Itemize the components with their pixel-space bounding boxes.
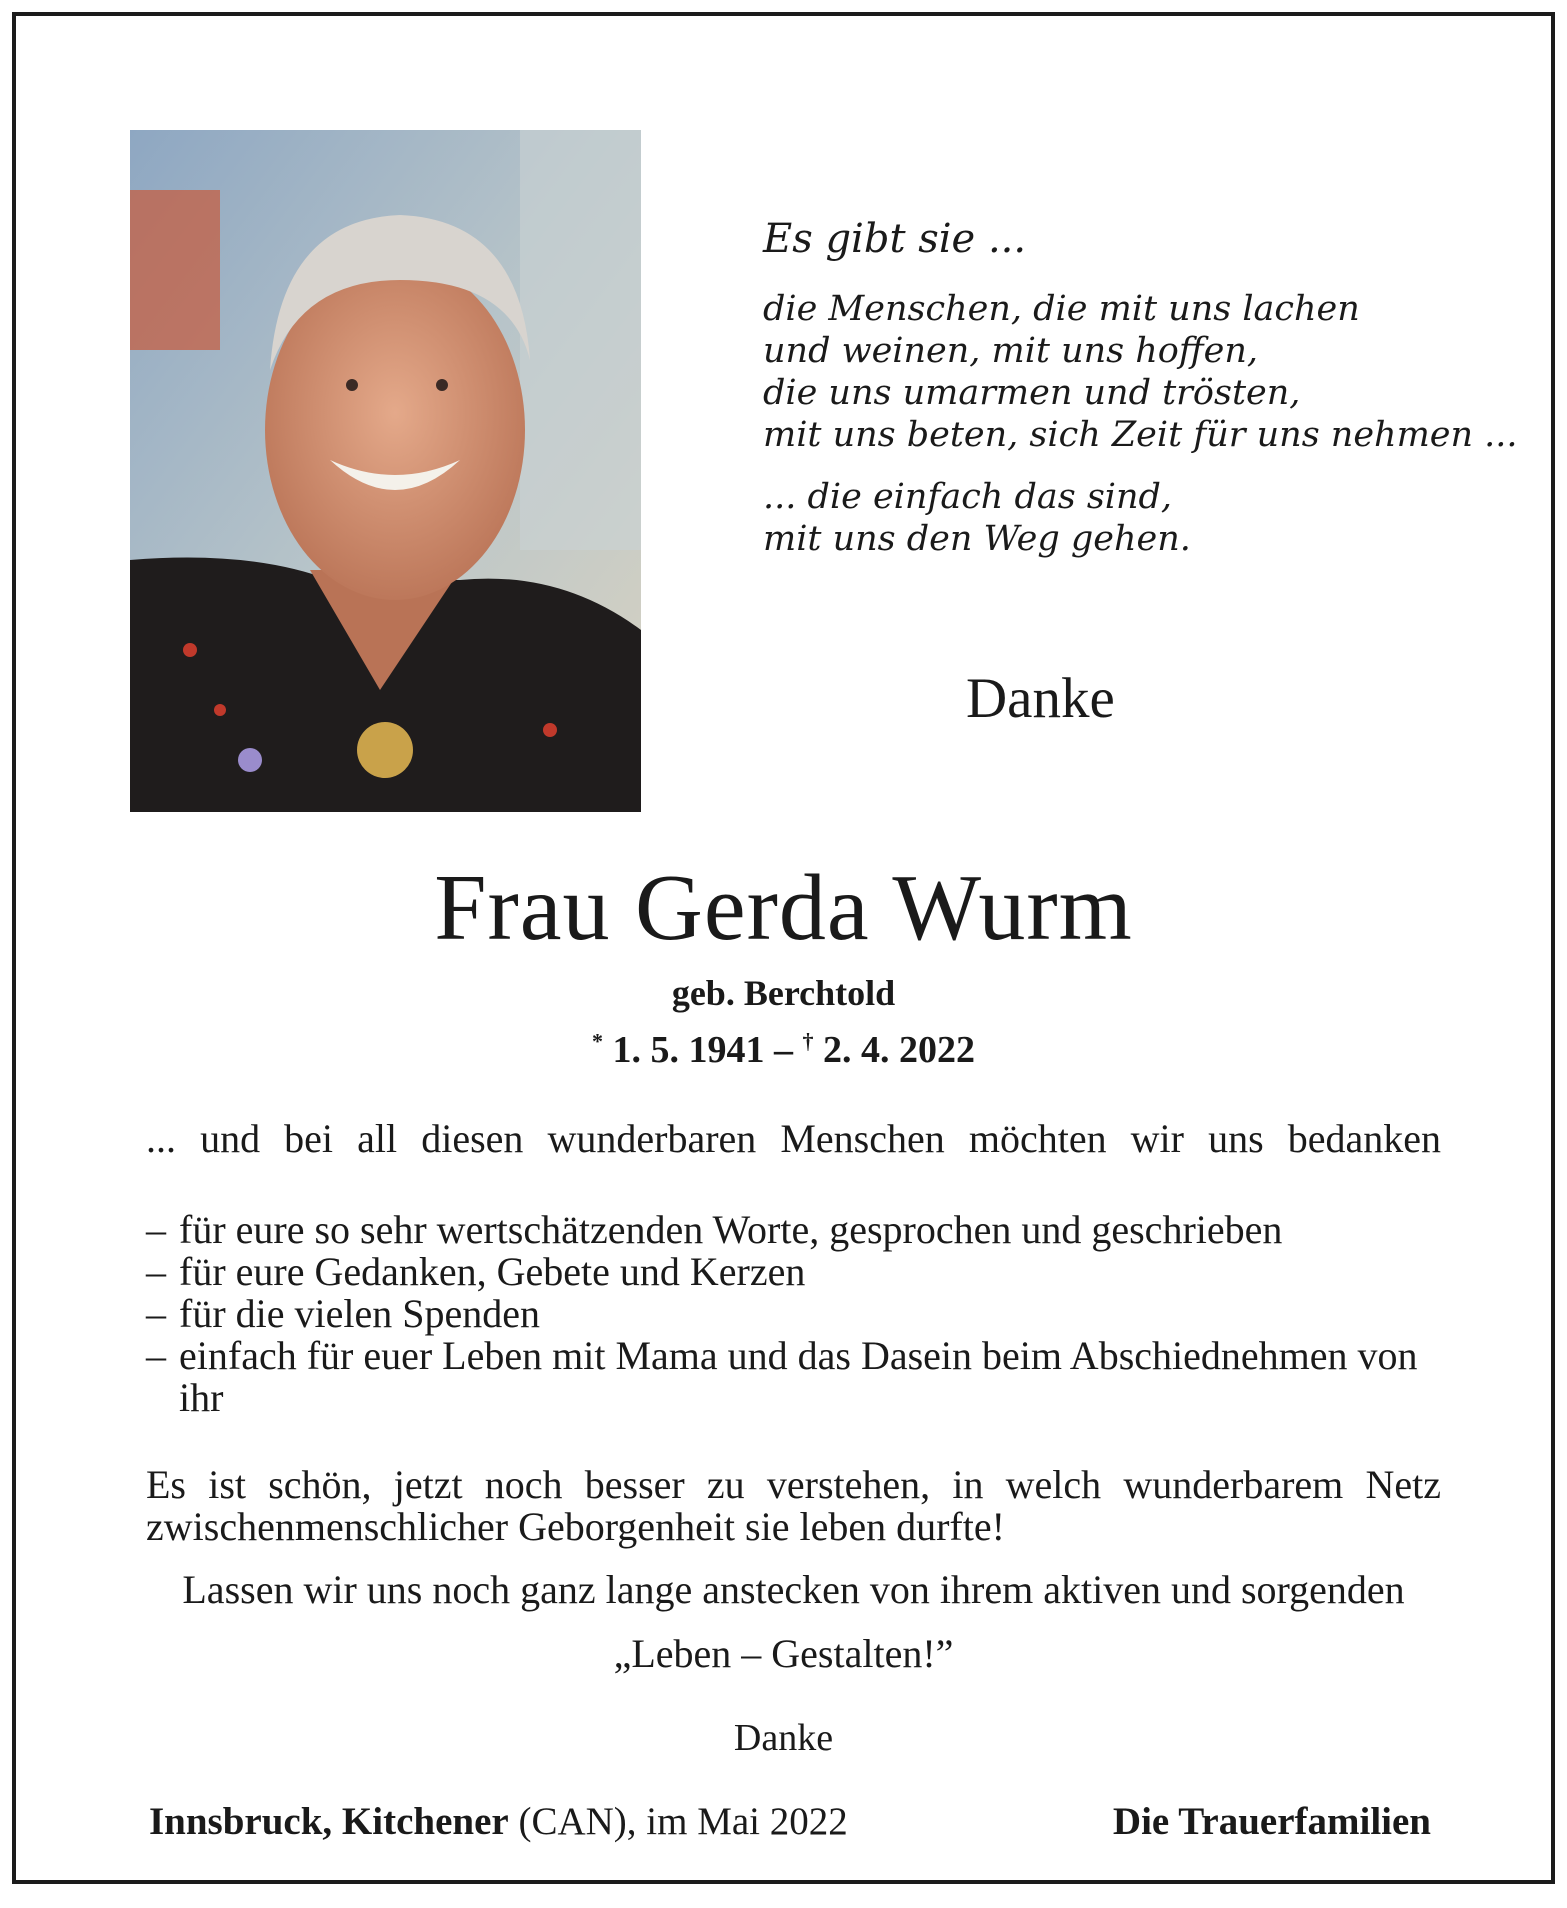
poem-line: und weinen, mit uns hoffen,: [763, 331, 1259, 371]
list-item-text: für die vielen Spenden: [179, 1291, 540, 1336]
footer-places: Innsbruck, Kitchener: [149, 1800, 509, 1843]
intro-text: ... und bei all diesen wunderbaren Menschen möchten wir uns bedanken: [146, 1116, 1441, 1161]
poem-line: die uns umarmen und trösten,: [763, 373, 1301, 413]
footer-date: (CAN), im Mai 2022: [518, 1800, 848, 1843]
poem-line: mit uns den Weg gehen.: [763, 519, 1191, 559]
poem-stanza-1: [763, 288, 1518, 456]
thanks-list: [146, 1209, 1441, 1419]
poem-stanza-2: [763, 476, 1463, 560]
dash: –: [146, 1333, 166, 1378]
poem-line: ... die einfach das sind,: [763, 477, 1173, 517]
paragraph-1-line-1: Es ist schön, jetzt noch besser zu verstehen, in welch wunderbarem Netz: [146, 1462, 1441, 1507]
list-item-text: für eure so sehr wertschätzenden Worte, gesprochen und geschrieben: [179, 1207, 1283, 1252]
poem-line: die Menschen, die mit uns lachen: [763, 289, 1360, 329]
date-separator: –: [774, 1029, 793, 1071]
obituary-notice: [12, 12, 1555, 1884]
dash: –: [146, 1249, 166, 1294]
portrait-photo-icon: [130, 130, 641, 812]
list-item-text: einfach für euer Leben mit Mama und das Dasein beim Abschiednehmen von ihr: [179, 1333, 1418, 1420]
maiden-name: geb. Berchtold: [671, 973, 896, 1013]
deceased-name: Frau Gerda Wurm: [434, 856, 1133, 960]
list-item-text: für eure Gedanken, Gebete und Kerzen: [179, 1249, 806, 1294]
poem-line: mit uns beten, sich Zeit für uns nehmen ...: [763, 415, 1518, 455]
danke-closing: Danke: [733, 1717, 834, 1759]
death-symbol: †: [802, 1028, 814, 1054]
birth-symbol: *: [592, 1028, 603, 1054]
paragraph-1: [146, 1464, 1441, 1548]
portrait-photo: [130, 130, 641, 812]
footer-location: [149, 1799, 848, 1844]
paragraph-2: Lassen wir uns noch ganz lange anstecken von ihrem aktiven und sorgenden: [182, 1567, 1405, 1612]
quote: „Leben – Gestalten!”: [613, 1631, 954, 1676]
list-item: [146, 1251, 1441, 1293]
poem-title: Es gibt sie ...: [763, 216, 1027, 262]
death-date: 2. 4. 2022: [823, 1029, 975, 1071]
life-dates: [16, 1028, 1551, 1072]
paragraph-1-line-2: zwischenmenschlicher Geborgenheit sie leben durfte!: [146, 1504, 1005, 1549]
list-item: [146, 1293, 1441, 1335]
danke-heading: Danke: [966, 667, 1115, 730]
footer-signature: Die Trauerfamilien: [1112, 1800, 1431, 1843]
birth-date: 1. 5. 1941: [612, 1029, 765, 1071]
dash: –: [146, 1291, 166, 1336]
list-item: [146, 1335, 1441, 1419]
poem: [763, 216, 1518, 580]
list-item: [146, 1209, 1441, 1251]
dash: –: [146, 1207, 166, 1252]
